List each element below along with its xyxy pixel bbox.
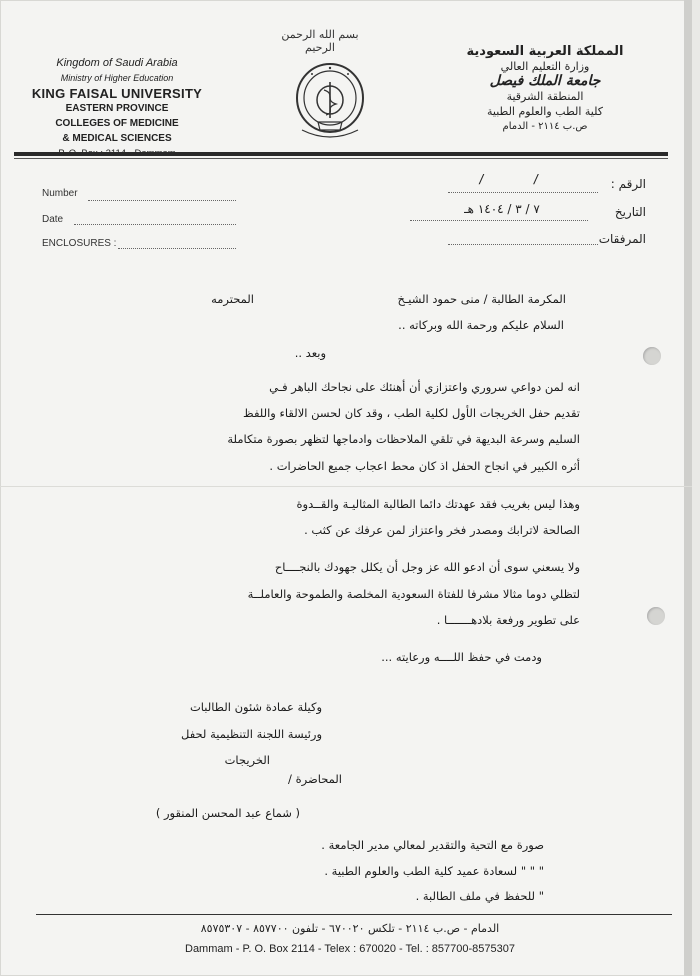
colleges-en-1: COLLEGES OF MEDICINE (55, 118, 179, 129)
page-edge (684, 0, 692, 976)
enclosures-label-ar: المرفقات (598, 232, 646, 246)
signature-line-3: الخريجات (224, 753, 270, 767)
province-en: EASTERN PROVINCE (65, 103, 169, 114)
greeting: السلام عليكم ورحمة الله وبركاته .. (398, 318, 564, 332)
date-label: Date (42, 214, 64, 225)
college-ar: كلية الطب والعلوم الطبية (487, 105, 603, 118)
p3-line-1: ولا يسعني سوى أن ادعو الله عز وجل أن يكلل جهودك بالنجــــاح (274, 560, 580, 574)
p1-line-4: أثره الكبير في انجاح الحفل اذ كان محط اعجاب جميع الحاضرات . (269, 459, 580, 473)
ministry-en: Ministry of Higher Education (60, 73, 174, 83)
paper-fold (0, 486, 692, 487)
po-box-ar: ص.ب ٢١١٤ - الدمام (502, 121, 588, 132)
p1-line-2: تقديم حفل الخريجات الأول لكلية الطب ، وقد كان لحسن الالقاء واللفظ (243, 406, 580, 420)
lecturer-label: المحاضرة / (288, 772, 342, 786)
number-label: Number (42, 188, 78, 199)
number-line (88, 200, 236, 201)
number-label-ar: الرقم : (610, 177, 646, 191)
copy-line-2: " " " لسعادة عميد كلية الطب والعلوم الطبية . (324, 864, 544, 878)
enclosures-line-ar (448, 244, 598, 245)
signer-name: ( شماع عبد المحسن المنقور ) (155, 806, 300, 820)
p2-line-2: الصالحة لاترابك ومصدر فخر واعتزاز لمن عرفك عن كثب . (304, 523, 580, 537)
number-line-ar (448, 192, 598, 193)
date-label-ar: التاريخ (614, 205, 646, 219)
addressee: المكرمة الطالبة / منى حمود الشيـخ (397, 292, 566, 306)
footer-rule (36, 914, 672, 915)
p3-line-2: لتظلي دوما مثالا مشرفا للفتاة السعودية المخلصة والطموحة والعاملــة (247, 587, 580, 601)
letterhead-english (12, 56, 222, 161)
kingdom-en: Kingdom of Saudi Arabia (56, 57, 178, 69)
date-line (74, 224, 236, 225)
kingdom-ar: المملكة العربية السعودية (466, 44, 624, 59)
enclosures-line (118, 248, 236, 249)
header-rule-thick (14, 152, 668, 156)
university-ar: جامعة الملك فيصل (489, 73, 601, 89)
punch-hole-top (643, 347, 661, 365)
signature-line-1: وكيلة عمادة شئون الطالبات (189, 700, 322, 714)
enclosures-label: ENCLOSURES : (42, 238, 117, 249)
basmala: بسم الله الرحمن الرحيم (281, 28, 359, 54)
punch-hole-bottom (647, 607, 665, 625)
after-greeting: وبعد .. (294, 346, 326, 360)
province-ar: المنطقة الشرقية (506, 90, 584, 103)
p1-line-1: انه لمن دواعي سروري واعتزازي أن أهنئك على نجاحك الباهر فـي (269, 380, 580, 394)
letterhead-arabic (440, 44, 650, 134)
colleges-en-2: & MEDICAL SCIENCES (62, 133, 172, 144)
copy-line-3: " للحفظ في ملف الطالبة . (415, 889, 544, 903)
university-seal-icon (292, 60, 368, 142)
header-rule-thin (14, 158, 668, 159)
date-value: ٧ / ٣ / ١٤٠٤ هـ (464, 202, 540, 216)
copy-line-1: صورة مع التحية والتقدير لمعالي مدير الجامعة . (321, 838, 544, 852)
ministry-ar: وزارة التعليم العالي (500, 60, 590, 73)
footer-arabic: الدمام - ص.ب ٢١١٤ - تلكس ٦٧٠٠٢٠ - تلفون ٨٥٧٧٠٠ - ٨٥٧٥٣٠٧ (200, 922, 500, 935)
closing: ودمت في حفظ اللــــه ورعايته ... (381, 650, 542, 664)
p3-line-3: على تطوير ورفعة بلادهـــــــا . (436, 613, 580, 627)
number-value: / / (478, 172, 540, 186)
p1-line-3: السليم وسرعة البديهة في تلقي الملاحظات وادماجها لتظهر بصورة متكاملة (227, 432, 580, 446)
date-line-ar (410, 220, 588, 221)
signature-line-2: ورئيسة اللجنة التنظيمية لحفل (180, 727, 322, 741)
addressee-title: المحترمه (211, 292, 254, 306)
footer-english: Dammam - P. O. Box 2114 - Telex : 670020 - Tel. : 857700-8575307 (185, 943, 515, 955)
university-en: KING FAISAL UNIVERSITY (31, 86, 203, 101)
p2-line-1: وهذا ليس بغريب فقد عهدتك دائما الطالبة المثاليـة والقــدوة (296, 497, 580, 511)
